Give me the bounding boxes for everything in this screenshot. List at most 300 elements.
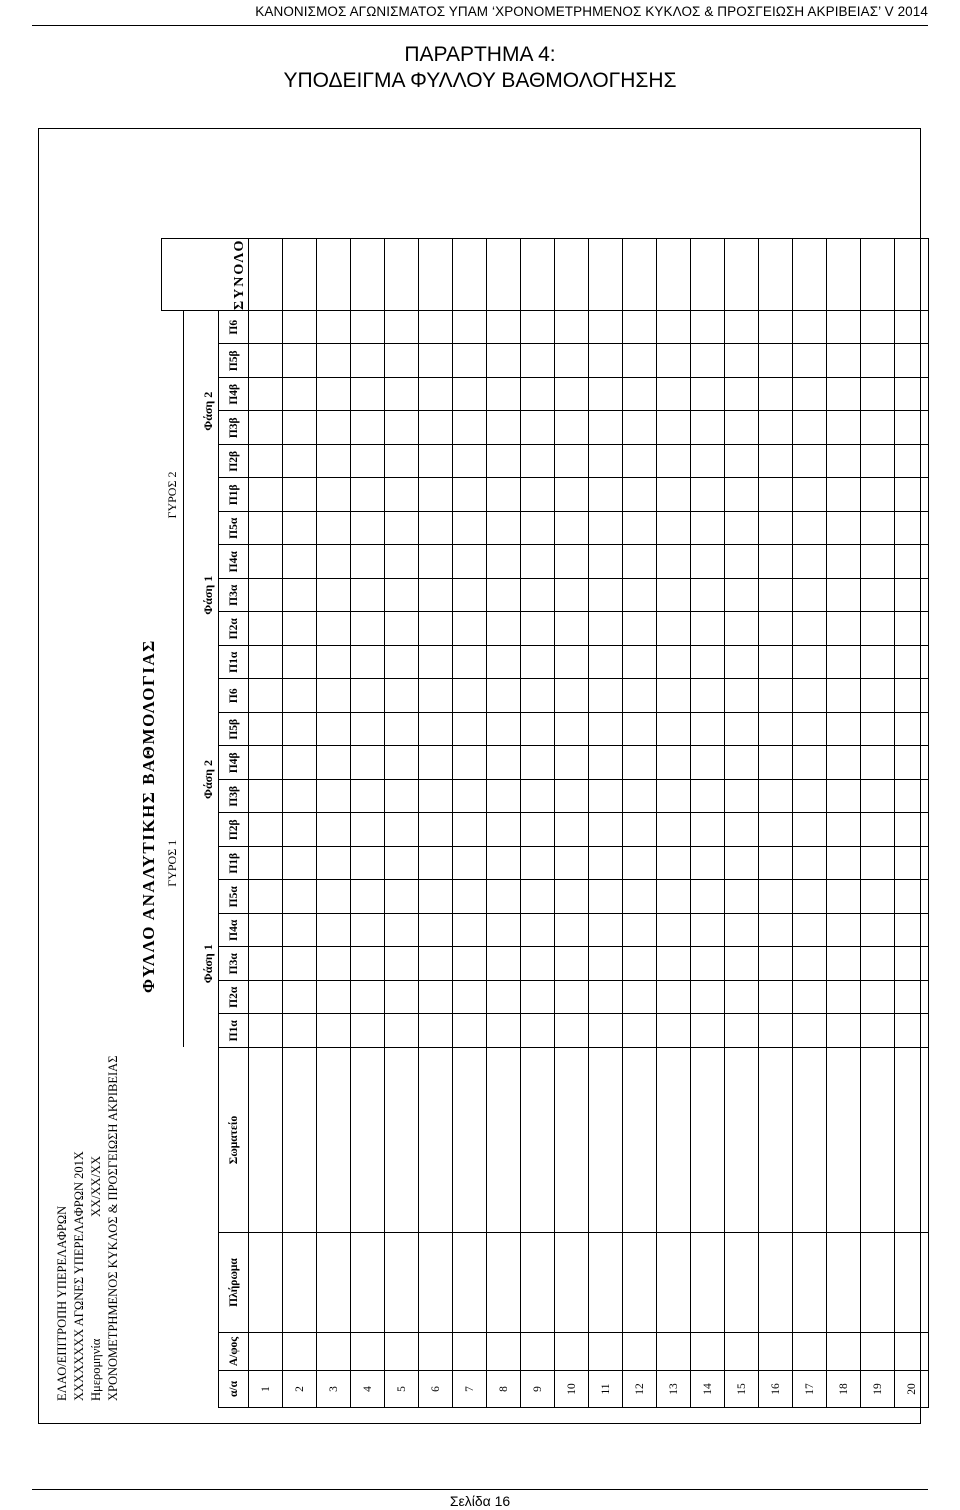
score-cell[interactable] xyxy=(249,579,283,613)
score-cell[interactable] xyxy=(419,713,453,747)
club-cell[interactable] xyxy=(555,1048,589,1233)
score-cell[interactable] xyxy=(453,780,487,814)
score-cell[interactable] xyxy=(691,545,725,579)
crew-cell[interactable] xyxy=(861,1233,895,1333)
score-cell[interactable] xyxy=(419,847,453,881)
score-cell[interactable] xyxy=(249,512,283,546)
score-cell[interactable] xyxy=(385,545,419,579)
crew-cell[interactable] xyxy=(419,1233,453,1333)
score-cell[interactable] xyxy=(657,914,691,948)
score-cell[interactable] xyxy=(895,445,929,479)
score-cell[interactable] xyxy=(351,646,385,680)
score-cell[interactable] xyxy=(555,311,589,345)
total-cell[interactable] xyxy=(895,238,929,310)
score-cell[interactable] xyxy=(895,713,929,747)
score-cell[interactable] xyxy=(589,545,623,579)
score-cell[interactable] xyxy=(759,545,793,579)
score-cell[interactable] xyxy=(317,914,351,948)
score-cell[interactable] xyxy=(351,311,385,345)
score-cell[interactable] xyxy=(317,311,351,345)
score-cell[interactable] xyxy=(589,981,623,1015)
score-cell[interactable] xyxy=(555,378,589,412)
crew-cell[interactable] xyxy=(283,1233,317,1333)
score-cell[interactable] xyxy=(827,713,861,747)
score-cell[interactable] xyxy=(725,411,759,445)
score-cell[interactable] xyxy=(759,478,793,512)
score-cell[interactable] xyxy=(453,713,487,747)
score-cell[interactable] xyxy=(351,545,385,579)
score-cell[interactable] xyxy=(657,847,691,881)
score-cell[interactable] xyxy=(351,780,385,814)
score-cell[interactable] xyxy=(827,1014,861,1048)
club-cell[interactable] xyxy=(351,1048,385,1233)
score-cell[interactable] xyxy=(249,445,283,479)
score-cell[interactable] xyxy=(521,478,555,512)
score-cell[interactable] xyxy=(657,679,691,713)
aircraft-cell[interactable] xyxy=(487,1333,521,1371)
score-cell[interactable] xyxy=(691,411,725,445)
total-cell[interactable] xyxy=(521,238,555,310)
score-cell[interactable] xyxy=(317,478,351,512)
score-cell[interactable] xyxy=(453,478,487,512)
score-cell[interactable] xyxy=(521,981,555,1015)
score-cell[interactable] xyxy=(793,746,827,780)
score-cell[interactable] xyxy=(385,780,419,814)
crew-cell[interactable] xyxy=(759,1233,793,1333)
score-cell[interactable] xyxy=(419,344,453,378)
score-cell[interactable] xyxy=(521,1014,555,1048)
score-cell[interactable] xyxy=(487,880,521,914)
score-cell[interactable] xyxy=(555,880,589,914)
score-cell[interactable] xyxy=(623,813,657,847)
score-cell[interactable] xyxy=(725,378,759,412)
score-cell[interactable] xyxy=(385,713,419,747)
score-cell[interactable] xyxy=(351,445,385,479)
crew-cell[interactable] xyxy=(249,1233,283,1333)
score-cell[interactable] xyxy=(861,311,895,345)
score-cell[interactable] xyxy=(589,411,623,445)
score-cell[interactable] xyxy=(861,780,895,814)
score-cell[interactable] xyxy=(691,1014,725,1048)
crew-cell[interactable] xyxy=(521,1233,555,1333)
score-cell[interactable] xyxy=(283,947,317,981)
score-cell[interactable] xyxy=(419,378,453,412)
total-cell[interactable] xyxy=(589,238,623,310)
score-cell[interactable] xyxy=(419,545,453,579)
score-cell[interactable] xyxy=(725,311,759,345)
score-cell[interactable] xyxy=(555,646,589,680)
score-cell[interactable] xyxy=(555,981,589,1015)
score-cell[interactable] xyxy=(861,847,895,881)
score-cell[interactable] xyxy=(691,579,725,613)
score-cell[interactable] xyxy=(555,512,589,546)
score-cell[interactable] xyxy=(317,880,351,914)
score-cell[interactable] xyxy=(895,478,929,512)
score-cell[interactable] xyxy=(759,914,793,948)
score-cell[interactable] xyxy=(691,780,725,814)
score-cell[interactable] xyxy=(793,780,827,814)
score-cell[interactable] xyxy=(385,411,419,445)
score-cell[interactable] xyxy=(555,612,589,646)
score-cell[interactable] xyxy=(691,445,725,479)
score-cell[interactable] xyxy=(385,378,419,412)
score-cell[interactable] xyxy=(419,981,453,1015)
crew-cell[interactable] xyxy=(827,1233,861,1333)
score-cell[interactable] xyxy=(793,880,827,914)
score-cell[interactable] xyxy=(759,512,793,546)
score-cell[interactable] xyxy=(385,512,419,546)
score-cell[interactable] xyxy=(351,847,385,881)
score-cell[interactable] xyxy=(589,478,623,512)
score-cell[interactable] xyxy=(691,880,725,914)
score-cell[interactable] xyxy=(657,311,691,345)
club-cell[interactable] xyxy=(623,1048,657,1233)
score-cell[interactable] xyxy=(487,914,521,948)
score-cell[interactable] xyxy=(283,411,317,445)
score-cell[interactable] xyxy=(589,914,623,948)
score-cell[interactable] xyxy=(419,880,453,914)
score-cell[interactable] xyxy=(317,579,351,613)
score-cell[interactable] xyxy=(453,579,487,613)
score-cell[interactable] xyxy=(793,981,827,1015)
score-cell[interactable] xyxy=(487,679,521,713)
crew-cell[interactable] xyxy=(623,1233,657,1333)
score-cell[interactable] xyxy=(283,344,317,378)
score-cell[interactable] xyxy=(283,311,317,345)
score-cell[interactable] xyxy=(657,713,691,747)
score-cell[interactable] xyxy=(487,478,521,512)
score-cell[interactable] xyxy=(521,914,555,948)
total-cell[interactable] xyxy=(453,238,487,310)
score-cell[interactable] xyxy=(487,713,521,747)
aircraft-cell[interactable] xyxy=(351,1333,385,1371)
score-cell[interactable] xyxy=(385,344,419,378)
club-cell[interactable] xyxy=(589,1048,623,1233)
score-cell[interactable] xyxy=(623,880,657,914)
score-cell[interactable] xyxy=(657,981,691,1015)
aircraft-cell[interactable] xyxy=(317,1333,351,1371)
score-cell[interactable] xyxy=(691,478,725,512)
score-cell[interactable] xyxy=(249,746,283,780)
score-cell[interactable] xyxy=(419,780,453,814)
score-cell[interactable] xyxy=(691,746,725,780)
score-cell[interactable] xyxy=(555,847,589,881)
score-cell[interactable] xyxy=(623,311,657,345)
score-cell[interactable] xyxy=(827,344,861,378)
score-cell[interactable] xyxy=(555,545,589,579)
score-cell[interactable] xyxy=(827,914,861,948)
score-cell[interactable] xyxy=(521,579,555,613)
score-cell[interactable] xyxy=(283,445,317,479)
score-cell[interactable] xyxy=(589,311,623,345)
score-cell[interactable] xyxy=(249,947,283,981)
club-cell[interactable] xyxy=(895,1048,929,1233)
score-cell[interactable] xyxy=(691,378,725,412)
score-cell[interactable] xyxy=(351,813,385,847)
score-cell[interactable] xyxy=(861,1014,895,1048)
score-cell[interactable] xyxy=(759,344,793,378)
score-cell[interactable] xyxy=(351,478,385,512)
score-cell[interactable] xyxy=(895,880,929,914)
score-cell[interactable] xyxy=(827,478,861,512)
score-cell[interactable] xyxy=(657,445,691,479)
total-cell[interactable] xyxy=(623,238,657,310)
score-cell[interactable] xyxy=(487,311,521,345)
score-cell[interactable] xyxy=(895,813,929,847)
score-cell[interactable] xyxy=(895,579,929,613)
score-cell[interactable] xyxy=(453,947,487,981)
score-cell[interactable] xyxy=(351,1014,385,1048)
score-cell[interactable] xyxy=(487,445,521,479)
score-cell[interactable] xyxy=(861,880,895,914)
score-cell[interactable] xyxy=(895,1014,929,1048)
score-cell[interactable] xyxy=(725,813,759,847)
score-cell[interactable] xyxy=(249,378,283,412)
score-cell[interactable] xyxy=(283,780,317,814)
score-cell[interactable] xyxy=(725,679,759,713)
total-cell[interactable] xyxy=(793,238,827,310)
score-cell[interactable] xyxy=(793,947,827,981)
score-cell[interactable] xyxy=(725,445,759,479)
score-cell[interactable] xyxy=(385,847,419,881)
score-cell[interactable] xyxy=(759,813,793,847)
score-cell[interactable] xyxy=(589,813,623,847)
score-cell[interactable] xyxy=(623,445,657,479)
aircraft-cell[interactable] xyxy=(555,1333,589,1371)
aircraft-cell[interactable] xyxy=(453,1333,487,1371)
score-cell[interactable] xyxy=(895,746,929,780)
score-cell[interactable] xyxy=(623,411,657,445)
score-cell[interactable] xyxy=(555,1014,589,1048)
score-cell[interactable] xyxy=(589,679,623,713)
total-cell[interactable] xyxy=(487,238,521,310)
score-cell[interactable] xyxy=(589,947,623,981)
score-cell[interactable] xyxy=(385,311,419,345)
score-cell[interactable] xyxy=(759,679,793,713)
score-cell[interactable] xyxy=(759,579,793,613)
score-cell[interactable] xyxy=(657,378,691,412)
club-cell[interactable] xyxy=(827,1048,861,1233)
score-cell[interactable] xyxy=(419,311,453,345)
score-cell[interactable] xyxy=(861,445,895,479)
club-cell[interactable] xyxy=(521,1048,555,1233)
score-cell[interactable] xyxy=(657,947,691,981)
score-cell[interactable] xyxy=(453,445,487,479)
score-cell[interactable] xyxy=(453,1014,487,1048)
score-cell[interactable] xyxy=(317,713,351,747)
crew-cell[interactable] xyxy=(385,1233,419,1333)
score-cell[interactable] xyxy=(861,947,895,981)
score-cell[interactable] xyxy=(623,847,657,881)
score-cell[interactable] xyxy=(453,646,487,680)
score-cell[interactable] xyxy=(861,512,895,546)
score-cell[interactable] xyxy=(351,713,385,747)
score-cell[interactable] xyxy=(487,378,521,412)
score-cell[interactable] xyxy=(351,679,385,713)
club-cell[interactable] xyxy=(317,1048,351,1233)
score-cell[interactable] xyxy=(249,914,283,948)
score-cell[interactable] xyxy=(317,545,351,579)
score-cell[interactable] xyxy=(725,612,759,646)
score-cell[interactable] xyxy=(725,880,759,914)
score-cell[interactable] xyxy=(317,947,351,981)
score-cell[interactable] xyxy=(589,445,623,479)
score-cell[interactable] xyxy=(623,378,657,412)
score-cell[interactable] xyxy=(521,947,555,981)
crew-cell[interactable] xyxy=(351,1233,385,1333)
aircraft-cell[interactable] xyxy=(895,1333,929,1371)
score-cell[interactable] xyxy=(351,914,385,948)
score-cell[interactable] xyxy=(283,914,317,948)
score-cell[interactable] xyxy=(589,378,623,412)
aircraft-cell[interactable] xyxy=(249,1333,283,1371)
score-cell[interactable] xyxy=(453,746,487,780)
score-cell[interactable] xyxy=(623,545,657,579)
score-cell[interactable] xyxy=(555,579,589,613)
score-cell[interactable] xyxy=(351,378,385,412)
score-cell[interactable] xyxy=(589,713,623,747)
score-cell[interactable] xyxy=(861,679,895,713)
score-cell[interactable] xyxy=(657,411,691,445)
score-cell[interactable] xyxy=(317,378,351,412)
score-cell[interactable] xyxy=(453,981,487,1015)
score-cell[interactable] xyxy=(453,813,487,847)
score-cell[interactable] xyxy=(827,311,861,345)
total-cell[interactable] xyxy=(351,238,385,310)
score-cell[interactable] xyxy=(691,713,725,747)
score-cell[interactable] xyxy=(385,880,419,914)
score-cell[interactable] xyxy=(385,1014,419,1048)
score-cell[interactable] xyxy=(453,311,487,345)
score-cell[interactable] xyxy=(317,679,351,713)
score-cell[interactable] xyxy=(861,411,895,445)
score-cell[interactable] xyxy=(725,545,759,579)
score-cell[interactable] xyxy=(249,813,283,847)
score-cell[interactable] xyxy=(759,880,793,914)
score-cell[interactable] xyxy=(759,981,793,1015)
total-cell[interactable] xyxy=(555,238,589,310)
score-cell[interactable] xyxy=(317,411,351,445)
score-cell[interactable] xyxy=(759,713,793,747)
score-cell[interactable] xyxy=(861,646,895,680)
score-cell[interactable] xyxy=(249,646,283,680)
crew-cell[interactable] xyxy=(895,1233,929,1333)
aircraft-cell[interactable] xyxy=(419,1333,453,1371)
score-cell[interactable] xyxy=(521,713,555,747)
score-cell[interactable] xyxy=(351,981,385,1015)
score-cell[interactable] xyxy=(453,411,487,445)
score-cell[interactable] xyxy=(385,612,419,646)
score-cell[interactable] xyxy=(317,981,351,1015)
aircraft-cell[interactable] xyxy=(691,1333,725,1371)
club-cell[interactable] xyxy=(759,1048,793,1233)
score-cell[interactable] xyxy=(283,478,317,512)
score-cell[interactable] xyxy=(725,981,759,1015)
score-cell[interactable] xyxy=(623,646,657,680)
score-cell[interactable] xyxy=(827,813,861,847)
score-cell[interactable] xyxy=(283,713,317,747)
score-cell[interactable] xyxy=(657,512,691,546)
score-cell[interactable] xyxy=(283,579,317,613)
score-cell[interactable] xyxy=(419,914,453,948)
score-cell[interactable] xyxy=(249,713,283,747)
aircraft-cell[interactable] xyxy=(861,1333,895,1371)
score-cell[interactable] xyxy=(555,713,589,747)
score-cell[interactable] xyxy=(861,378,895,412)
score-cell[interactable] xyxy=(317,1014,351,1048)
score-cell[interactable] xyxy=(725,344,759,378)
score-cell[interactable] xyxy=(793,445,827,479)
total-cell[interactable] xyxy=(283,238,317,310)
score-cell[interactable] xyxy=(793,512,827,546)
score-cell[interactable] xyxy=(283,1014,317,1048)
score-cell[interactable] xyxy=(861,713,895,747)
club-cell[interactable] xyxy=(657,1048,691,1233)
score-cell[interactable] xyxy=(351,344,385,378)
score-cell[interactable] xyxy=(589,344,623,378)
score-cell[interactable] xyxy=(521,311,555,345)
total-cell[interactable] xyxy=(385,238,419,310)
score-cell[interactable] xyxy=(487,512,521,546)
score-cell[interactable] xyxy=(691,612,725,646)
score-cell[interactable] xyxy=(487,1014,521,1048)
score-cell[interactable] xyxy=(419,411,453,445)
score-cell[interactable] xyxy=(759,947,793,981)
score-cell[interactable] xyxy=(419,746,453,780)
score-cell[interactable] xyxy=(895,344,929,378)
score-cell[interactable] xyxy=(691,679,725,713)
score-cell[interactable] xyxy=(283,981,317,1015)
club-cell[interactable] xyxy=(691,1048,725,1233)
score-cell[interactable] xyxy=(555,411,589,445)
score-cell[interactable] xyxy=(487,579,521,613)
club-cell[interactable] xyxy=(725,1048,759,1233)
score-cell[interactable] xyxy=(657,813,691,847)
club-cell[interactable] xyxy=(453,1048,487,1233)
club-cell[interactable] xyxy=(249,1048,283,1233)
score-cell[interactable] xyxy=(589,780,623,814)
score-cell[interactable] xyxy=(725,1014,759,1048)
score-cell[interactable] xyxy=(759,612,793,646)
score-cell[interactable] xyxy=(895,679,929,713)
score-cell[interactable] xyxy=(419,512,453,546)
score-cell[interactable] xyxy=(351,947,385,981)
score-cell[interactable] xyxy=(793,545,827,579)
score-cell[interactable] xyxy=(861,478,895,512)
crew-cell[interactable] xyxy=(691,1233,725,1333)
crew-cell[interactable] xyxy=(453,1233,487,1333)
score-cell[interactable] xyxy=(453,914,487,948)
score-cell[interactable] xyxy=(419,679,453,713)
score-cell[interactable] xyxy=(861,612,895,646)
score-cell[interactable] xyxy=(351,579,385,613)
score-cell[interactable] xyxy=(453,344,487,378)
score-cell[interactable] xyxy=(487,344,521,378)
score-cell[interactable] xyxy=(861,545,895,579)
score-cell[interactable] xyxy=(385,579,419,613)
score-cell[interactable] xyxy=(623,344,657,378)
score-cell[interactable] xyxy=(521,545,555,579)
score-cell[interactable] xyxy=(487,646,521,680)
score-cell[interactable] xyxy=(759,311,793,345)
score-cell[interactable] xyxy=(385,981,419,1015)
score-cell[interactable] xyxy=(623,478,657,512)
score-cell[interactable] xyxy=(623,1014,657,1048)
score-cell[interactable] xyxy=(555,679,589,713)
aircraft-cell[interactable] xyxy=(759,1333,793,1371)
score-cell[interactable] xyxy=(793,679,827,713)
score-cell[interactable] xyxy=(521,813,555,847)
